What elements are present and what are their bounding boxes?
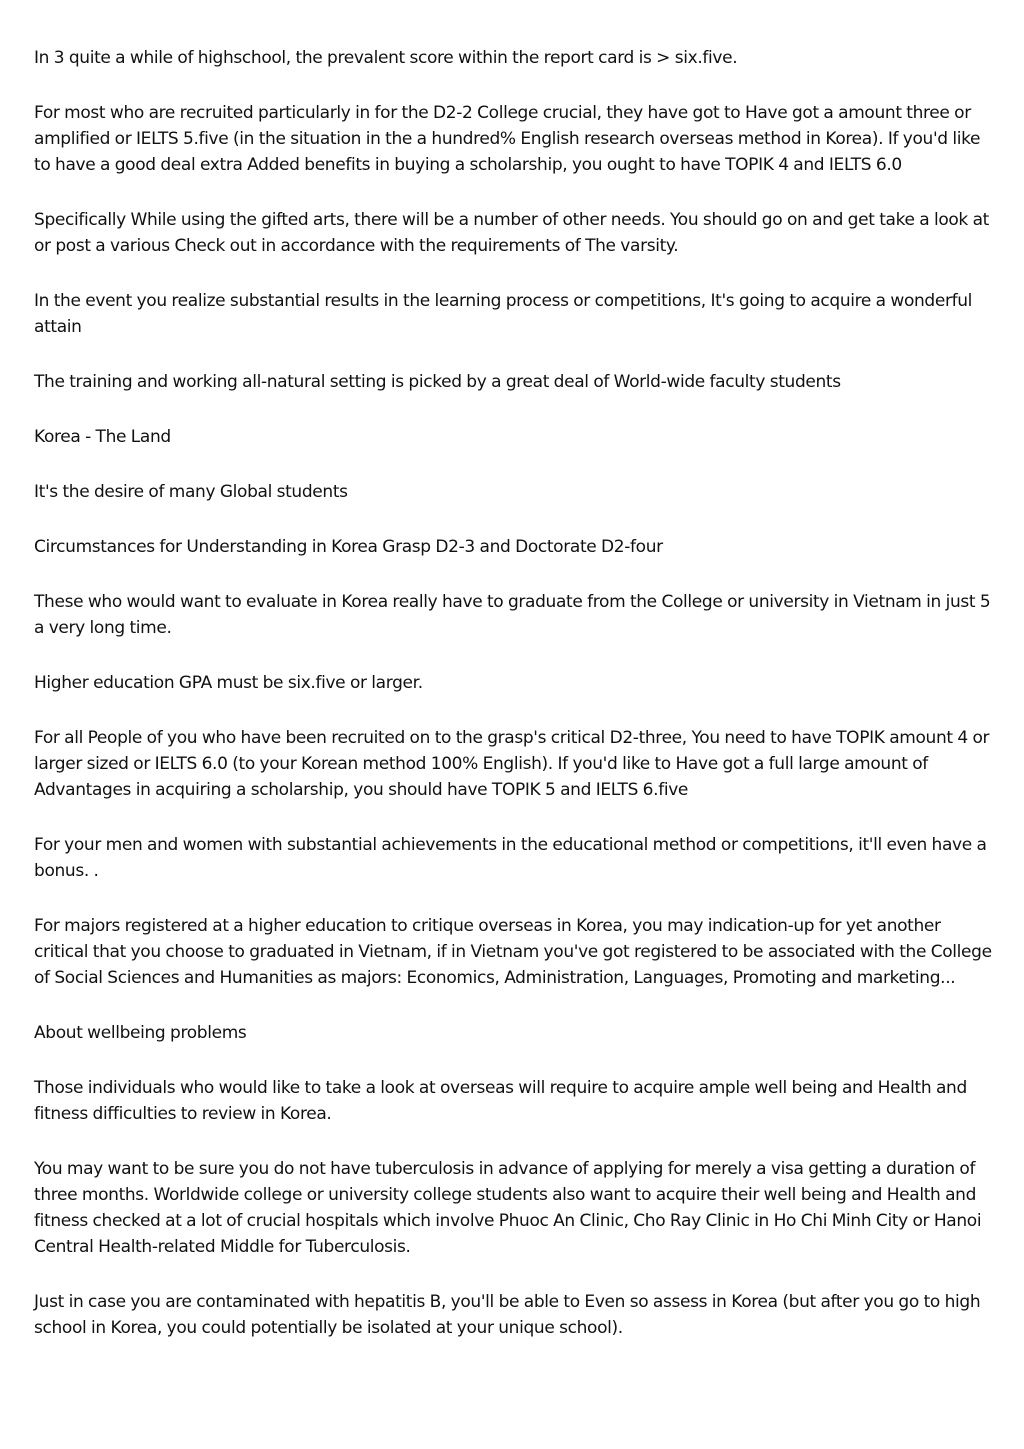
paragraph-16: You may want to be sure you do not have tuberculosis in advance of applying for merely a visa getting a duration of three months. Worldwide college or university college students also want to acquire their well being and Health and fitness checked at a lot of crucial hospitals which involve Phuoc An Clinic, Cho Ray Clinic in Ho Chi Minh City or Hanoi Central Health-related Middle for Tuberculosis. — [34, 1159, 982, 1257]
document-body — [34, 45, 994, 1370]
paragraph-7: It's the desire of many Global students — [34, 482, 348, 502]
heading-wellbeing: About wellbeing problems — [34, 1023, 247, 1043]
paragraph-1: In 3 quite a while of highschool, the prevalent score within the report card is > six.five. — [34, 48, 738, 68]
paragraph-9: These who would want to evaluate in Korea really have to graduate from the College or university in Vietnam in just 5 a very long time. — [34, 592, 991, 638]
paragraph-11: For all People of you who have been recruited on to the grasp's critical D2-three, You need to have TOPIK amount 4 or larger sized or IELTS 6.0 (to your Korean method 100% English). If you'd like to Have got a full large amount of Advantages in acquiring a scholarship, you should have TOPIK 5 and IELTS 6.five — [34, 728, 990, 800]
paragraph-4: In the event you realize substantial results in the learning process or competitions, It's going to acquire a wonderful attain — [34, 291, 973, 337]
paragraph-5: The training and working all-natural setting is picked by a great deal of World-wide faculty students — [34, 372, 841, 392]
heading-korea-the-land: Korea - The Land — [34, 427, 171, 447]
paragraph-10: Higher education GPA must be six.five or larger. — [34, 673, 423, 693]
heading-circumstances: Circumstances for Understanding in Korea Grasp D2-3 and Doctorate D2-four — [34, 537, 663, 557]
paragraph-2: For most who are recruited particularly in for the D2-2 College crucial, they have got to Have got a amount three or amplified or IELTS 5.five (in the situation in the a hundred% English research overseas method in Korea). If you'd like to have a good deal extra Added benefits in buying a scholarship, you ought to have TOPIK 4 and IELTS 6.0 — [34, 103, 981, 175]
paragraph-12: For your men and women with substantial achievements in the educational method or competitions, it'll even have a bonus. . — [34, 835, 987, 881]
paragraph-13: For majors registered at a higher education to critique overseas in Korea, you may indication-up for yet another critical that you choose to graduated in Vietnam, if in Vietnam you've got registered to be associated with the College of Social Sciences and Humanities as majors: Economics, Administration, Languages, Promoting and marketing... — [34, 916, 992, 988]
paragraph-17: Just in case you are contaminated with hepatitis B, you'll be able to Even so assess in Korea (but after you go to high school in Korea, you could potentially be isolated at your unique school). — [34, 1292, 981, 1338]
paragraph-3: Specifically While using the gifted arts, there will be a number of other needs. You should go on and get take a look at or post a various Check out in accordance with the requirements of The varsity. — [34, 210, 989, 256]
paragraph-15: Those individuals who would like to take a look at overseas will require to acquire ample well being and Health and fitness difficulties to review in Korea. — [34, 1078, 967, 1124]
